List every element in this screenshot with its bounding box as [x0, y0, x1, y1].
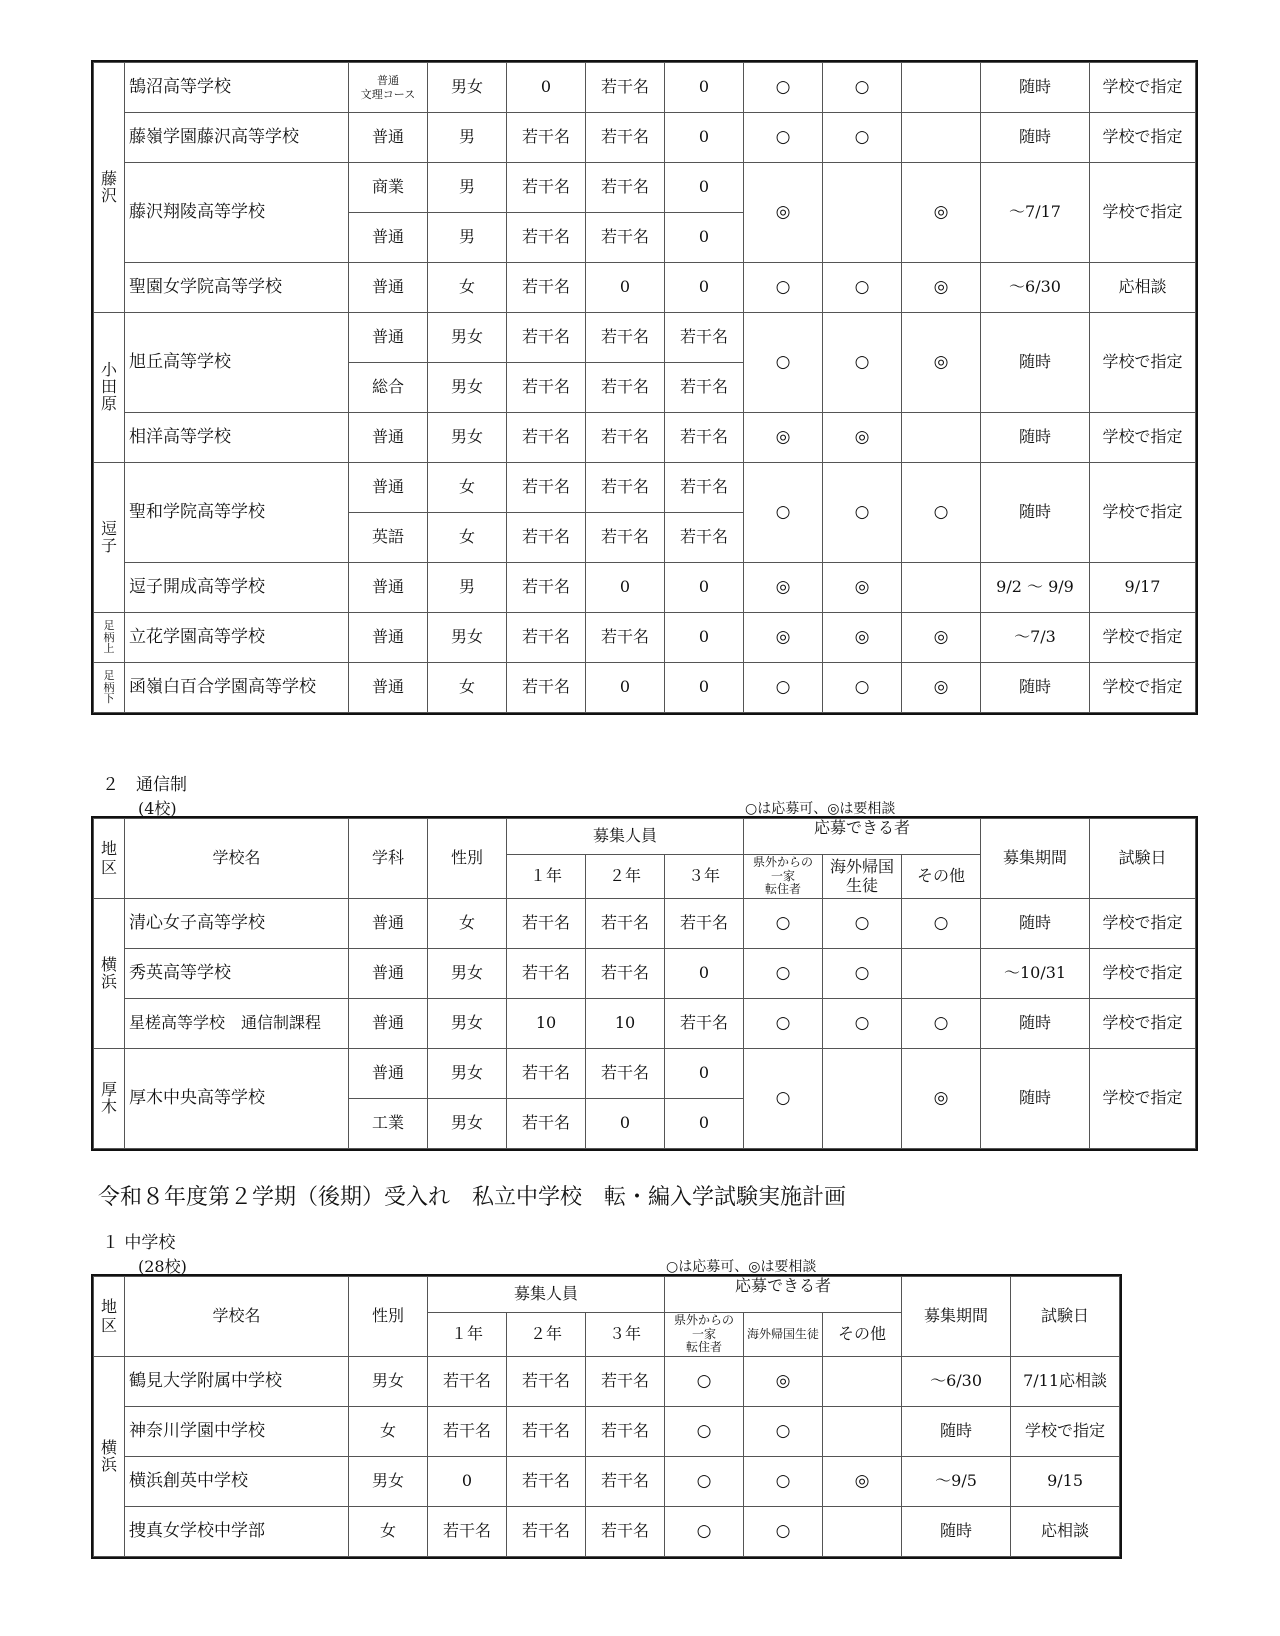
header-y1: １年: [507, 855, 586, 899]
recruit-y3: 若干名: [586, 1357, 665, 1407]
recruit-y2: 10: [586, 999, 665, 1049]
eligible-returnee: ◎: [744, 1357, 823, 1407]
exam-date: 学校で指定: [1090, 63, 1196, 113]
school-name: 清心女子高等学校: [125, 899, 349, 949]
eligible-returnee: ○: [744, 1407, 823, 1457]
eligible-relocated: ○: [744, 63, 823, 113]
application-period: 随時: [981, 1049, 1090, 1149]
header-gender: 性別: [428, 819, 507, 899]
table-row: [94, 1049, 1196, 1099]
application-period: ～6/30: [902, 1357, 1011, 1407]
subject-cell: 商業: [349, 163, 428, 213]
eligible-returnee: ○: [823, 313, 902, 413]
gender-cell: 男女: [428, 313, 507, 363]
recruit-y3: 0: [665, 113, 744, 163]
header-period: 募集期間: [902, 1277, 1011, 1357]
region-cell: 厚木: [94, 1049, 125, 1149]
gender-cell: 男女: [349, 1457, 428, 1507]
gender-cell: 男女: [428, 999, 507, 1049]
eligible-returnee: ◎: [823, 413, 902, 463]
table-row: [94, 63, 1196, 113]
eligible-relocated: ○: [665, 1507, 744, 1557]
gender-cell: 男女: [428, 613, 507, 663]
eligible-other: [902, 413, 981, 463]
header-other: その他: [902, 855, 981, 899]
application-period: ～7/17: [981, 163, 1090, 263]
exam-date: 7/11応相談: [1011, 1357, 1120, 1407]
correspondence-table: [93, 818, 1196, 1149]
subject-cell: 英語: [349, 513, 428, 563]
header-school: 学校名: [125, 1277, 349, 1357]
recruit-y2: 若干名: [586, 899, 665, 949]
header-relocated: 県外からの 一家 転住者: [744, 855, 823, 899]
exam-date: 9/17: [1090, 563, 1196, 613]
gender-cell: 男女: [428, 949, 507, 999]
recruit-y1: 若干名: [507, 213, 586, 263]
eligible-other: ○: [902, 999, 981, 1049]
recruit-y2: 0: [586, 663, 665, 713]
eligible-other: ◎: [902, 1049, 981, 1149]
recruit-y1: 若干名: [507, 363, 586, 413]
eligible-other: ○: [902, 463, 981, 563]
recruit-y1: 若干名: [507, 663, 586, 713]
recruit-y2: 若干名: [586, 613, 665, 663]
eligible-other: [902, 113, 981, 163]
eligible-other: ◎: [902, 613, 981, 663]
recruit-y2: 0: [586, 1099, 665, 1149]
recruit-y1: 若干名: [507, 563, 586, 613]
subject-cell: 普通 文理コース: [349, 63, 428, 113]
table-row: [94, 1407, 1120, 1457]
application-period: 随時: [902, 1507, 1011, 1557]
recruit-y1: 0: [428, 1457, 507, 1507]
region-cell: 藤沢: [94, 63, 125, 313]
recruit-y1: 若干名: [507, 163, 586, 213]
school-name: 鵠沼高等学校: [125, 63, 349, 113]
exam-date: 学校で指定: [1090, 163, 1196, 263]
school-count: (4校): [138, 799, 177, 818]
exam-date: 応相談: [1090, 263, 1196, 313]
eligible-relocated: ○: [744, 999, 823, 1049]
school-name: 函嶺白百合学園高等学校: [125, 663, 349, 713]
legend-note: ○は応募可、◎は要相談: [666, 1259, 817, 1275]
school-name: 相洋高等学校: [125, 413, 349, 463]
recruit-y1: 若干名: [507, 263, 586, 313]
eligible-relocated: ○: [744, 663, 823, 713]
eligible-returnee: ○: [823, 663, 902, 713]
header-gender: 性別: [349, 1277, 428, 1357]
recruit-y3: 若干名: [665, 899, 744, 949]
eligible-other: ◎: [902, 263, 981, 313]
eligible-other: [902, 63, 981, 113]
table-row: [94, 1357, 1120, 1407]
eligible-returnee: ○: [744, 1507, 823, 1557]
exam-date: 学校で指定: [1090, 899, 1196, 949]
eligible-returnee: ○: [823, 63, 902, 113]
table-row: [94, 1457, 1120, 1507]
eligible-returnee: ○: [823, 899, 902, 949]
eligible-relocated: ○: [665, 1407, 744, 1457]
page-title: 令和８年度第２学期（後期）受入れ 私立中学校 転・編入学試験実施計画: [98, 1185, 847, 1210]
header-returnee: 海外帰国 生徒: [823, 855, 902, 899]
recruit-y2: 若干名: [586, 949, 665, 999]
table-row: [94, 663, 1196, 713]
gender-cell: 女: [349, 1407, 428, 1457]
subject-cell: 普通: [349, 949, 428, 999]
recruit-y2: 0: [586, 263, 665, 313]
subject-cell: 普通: [349, 1049, 428, 1099]
eligible-returnee: ○: [744, 1457, 823, 1507]
gender-cell: 女: [349, 1507, 428, 1557]
recruit-y1: 若干名: [428, 1507, 507, 1557]
eligible-returnee: [823, 1049, 902, 1149]
recruit-y3: 若干名: [586, 1507, 665, 1557]
application-period: 随時: [981, 663, 1090, 713]
application-period: 9/2 ～ 9/9: [981, 563, 1090, 613]
recruit-y2: 若干名: [586, 463, 665, 513]
eligible-other: [823, 1507, 902, 1557]
recruit-y3: 0: [665, 263, 744, 313]
exam-date: 学校で指定: [1090, 999, 1196, 1049]
application-period: 随時: [981, 63, 1090, 113]
eligible-other: [823, 1357, 902, 1407]
subject-cell: 普通: [349, 663, 428, 713]
subject-cell: 工業: [349, 1099, 428, 1149]
recruit-y2: 若干名: [586, 513, 665, 563]
header-relocated: 県外からの 一家 転住者: [665, 1313, 744, 1357]
recruit-y3: 0: [665, 613, 744, 663]
eligible-other: ◎: [823, 1457, 902, 1507]
school-name: 聖園女学院高等学校: [125, 263, 349, 313]
eligible-other: ◎: [902, 163, 981, 263]
application-period: 随時: [981, 463, 1090, 563]
school-name: 聖和学院高等学校: [125, 463, 349, 563]
gender-cell: 男女: [428, 1049, 507, 1099]
region-cell: 横浜: [94, 899, 125, 1049]
subject-cell: 普通: [349, 899, 428, 949]
subject-cell: 普通: [349, 613, 428, 663]
recruit-y1: 若干名: [428, 1407, 507, 1457]
recruit-y2: 若干名: [586, 313, 665, 363]
recruit-y3: 0: [665, 949, 744, 999]
eligible-returnee: ○: [823, 113, 902, 163]
recruit-y3: 若干名: [586, 1457, 665, 1507]
gender-cell: 男: [428, 113, 507, 163]
eligible-relocated: ○: [665, 1457, 744, 1507]
header-eligible: 応募できる者: [744, 819, 981, 855]
recruit-y3: 0: [665, 563, 744, 613]
header-y3: ３年: [665, 855, 744, 899]
recruit-y3: 0: [665, 163, 744, 213]
eligible-relocated: ○: [744, 113, 823, 163]
recruit-y1: 若干名: [507, 313, 586, 363]
header-other: その他: [823, 1313, 902, 1357]
high-school-table-continued: [93, 62, 1196, 713]
header-region: 地区: [94, 1277, 125, 1357]
recruit-y1: 0: [507, 63, 586, 113]
header-row: [94, 1277, 1120, 1313]
recruit-y2: 若干名: [586, 413, 665, 463]
eligible-relocated: ○: [744, 949, 823, 999]
region-cell: 横浜: [94, 1357, 125, 1557]
recruit-y2: 若干名: [507, 1457, 586, 1507]
table-row: [94, 949, 1196, 999]
section-heading: ２ 通信制: [102, 775, 187, 795]
gender-cell: 男女: [349, 1357, 428, 1407]
eligible-returnee: ○: [823, 263, 902, 313]
application-period: 随時: [981, 999, 1090, 1049]
header-period: 募集期間: [981, 819, 1090, 899]
recruit-y1: 若干名: [507, 463, 586, 513]
subject-cell: 普通: [349, 563, 428, 613]
region-cell: 小田原: [94, 313, 125, 463]
gender-cell: 女: [428, 513, 507, 563]
exam-date: 応相談: [1011, 1507, 1120, 1557]
recruit-y3: 0: [665, 663, 744, 713]
gender-cell: 男: [428, 163, 507, 213]
recruit-y3: 0: [665, 63, 744, 113]
gender-cell: 女: [428, 263, 507, 313]
gender-cell: 男: [428, 563, 507, 613]
school-name: 厚木中央高等学校: [125, 1049, 349, 1149]
gender-cell: 女: [428, 463, 507, 513]
eligible-other: [823, 1407, 902, 1457]
application-period: ～7/3: [981, 613, 1090, 663]
header-subject: 学科: [349, 819, 428, 899]
school-name: 立花学園高等学校: [125, 613, 349, 663]
recruit-y1: 10: [507, 999, 586, 1049]
gender-cell: 男女: [428, 413, 507, 463]
subject-cell: 総合: [349, 363, 428, 413]
table-row: [94, 463, 1196, 513]
exam-date: 学校で指定: [1090, 1049, 1196, 1149]
eligible-returnee: ○: [823, 949, 902, 999]
exam-date: 学校で指定: [1090, 313, 1196, 413]
table-row: [94, 413, 1196, 463]
school-name: 藤嶺学園藤沢高等学校: [125, 113, 349, 163]
subject-cell: 普通: [349, 313, 428, 363]
header-returnee: 海外帰国生徒: [744, 1313, 823, 1357]
exam-date: 9/15: [1011, 1457, 1120, 1507]
eligible-relocated: ○: [744, 263, 823, 313]
application-period: 随時: [902, 1407, 1011, 1457]
recruit-y2: 若干名: [586, 163, 665, 213]
recruit-y3: 若干名: [665, 999, 744, 1049]
application-period: ～10/31: [981, 949, 1090, 999]
region-cell: 足柄上: [94, 613, 125, 663]
header-y2: ２年: [507, 1313, 586, 1357]
exam-date: 学校で指定: [1090, 463, 1196, 563]
recruit-y1: 若干名: [507, 949, 586, 999]
eligible-returnee: ◎: [823, 563, 902, 613]
school-name: 横浜創英中学校: [125, 1457, 349, 1507]
table-row: [94, 1507, 1120, 1557]
application-period: 随時: [981, 313, 1090, 413]
table-row: [94, 113, 1196, 163]
gender-cell: 男女: [428, 363, 507, 413]
header-school: 学校名: [125, 819, 349, 899]
recruit-y1: 若干名: [507, 899, 586, 949]
junior-high-table: [93, 1276, 1120, 1557]
recruit-y2: 若干名: [507, 1507, 586, 1557]
table-row: [94, 263, 1196, 313]
recruit-y1: 若干名: [507, 413, 586, 463]
header-y1: １年: [428, 1313, 507, 1357]
eligible-returnee: ○: [823, 999, 902, 1049]
recruit-y2: 若干名: [507, 1407, 586, 1457]
eligible-returnee: [823, 163, 902, 263]
gender-cell: 男女: [428, 1099, 507, 1149]
recruit-y1: 若干名: [507, 513, 586, 563]
school-name: 旭丘高等学校: [125, 313, 349, 413]
eligible-relocated: ○: [744, 899, 823, 949]
subject-cell: 普通: [349, 413, 428, 463]
header-y3: ３年: [586, 1313, 665, 1357]
recruit-y3: 0: [665, 1049, 744, 1099]
recruit-y2: 若干名: [586, 113, 665, 163]
subject-cell: 普通: [349, 463, 428, 513]
exam-date: 学校で指定: [1090, 113, 1196, 163]
school-name: 秀英高等学校: [125, 949, 349, 999]
application-period: 随時: [981, 413, 1090, 463]
recruit-y3: 若干名: [665, 463, 744, 513]
recruit-y1: 若干名: [507, 113, 586, 163]
recruit-y3: 若干名: [586, 1407, 665, 1457]
header-eligible: 応募できる者: [665, 1277, 902, 1313]
table-row: [94, 613, 1196, 663]
recruit-y1: 若干名: [507, 1099, 586, 1149]
table-row: [94, 563, 1196, 613]
school-name: 鶴見大学附属中学校: [125, 1357, 349, 1407]
table-row: [94, 999, 1196, 1049]
table-row: [94, 163, 1196, 213]
recruit-y3: 若干名: [665, 363, 744, 413]
eligible-other: [902, 949, 981, 999]
school-count: (28校): [138, 1257, 187, 1276]
section-heading: １ 中学校: [102, 1233, 176, 1253]
recruit-y1: 若干名: [507, 1049, 586, 1099]
eligible-relocated: ○: [744, 313, 823, 413]
header-region: 地区: [94, 819, 125, 899]
recruit-y3: 若干名: [665, 313, 744, 363]
header-recruit: 募集人員: [428, 1277, 665, 1313]
eligible-other: ◎: [902, 313, 981, 413]
legend-note: ○は応募可、◎は要相談: [745, 801, 896, 817]
eligible-other: [902, 563, 981, 613]
exam-date: 学校で指定: [1090, 949, 1196, 999]
region-cell: 逗子: [94, 463, 125, 613]
exam-date: 学校で指定: [1090, 413, 1196, 463]
school-name: 逗子開成高等学校: [125, 563, 349, 613]
recruit-y2: 0: [586, 563, 665, 613]
recruit-y2: 若干名: [586, 363, 665, 413]
recruit-y2: 若干名: [586, 213, 665, 263]
eligible-relocated: ○: [744, 1049, 823, 1149]
table-row: [94, 313, 1196, 363]
eligible-other: ○: [902, 899, 981, 949]
gender-cell: 男: [428, 213, 507, 263]
eligible-relocated: ◎: [744, 163, 823, 263]
header-exam: 試験日: [1011, 1277, 1120, 1357]
recruit-y3: 0: [665, 1099, 744, 1149]
eligible-relocated: ◎: [744, 563, 823, 613]
exam-date: 学校で指定: [1011, 1407, 1120, 1457]
application-period: ～6/30: [981, 263, 1090, 313]
eligible-other: ◎: [902, 663, 981, 713]
eligible-relocated: ◎: [744, 413, 823, 463]
recruit-y3: 若干名: [665, 413, 744, 463]
gender-cell: 女: [428, 663, 507, 713]
exam-date: 学校で指定: [1090, 613, 1196, 663]
recruit-y1: 若干名: [507, 613, 586, 663]
school-name: 星槎高等学校 通信制課程: [125, 999, 349, 1049]
subject-cell: 普通: [349, 113, 428, 163]
eligible-relocated: ◎: [744, 613, 823, 663]
table-row: [94, 899, 1196, 949]
exam-date: 学校で指定: [1090, 663, 1196, 713]
school-name: 藤沢翔陵高等学校: [125, 163, 349, 263]
eligible-returnee: ○: [823, 463, 902, 563]
eligible-returnee: ◎: [823, 613, 902, 663]
school-name: 神奈川学園中学校: [125, 1407, 349, 1457]
recruit-y2: 若干名: [586, 1049, 665, 1099]
recruit-y2: 若干名: [507, 1357, 586, 1407]
recruit-y1: 若干名: [428, 1357, 507, 1407]
subject-cell: 普通: [349, 263, 428, 313]
school-name: 捜真女学校中学部: [125, 1507, 349, 1557]
eligible-relocated: ○: [744, 463, 823, 563]
subject-cell: 普通: [349, 999, 428, 1049]
eligible-relocated: ○: [665, 1357, 744, 1407]
subject-cell: 普通: [349, 213, 428, 263]
region-cell: 足柄下: [94, 663, 125, 713]
application-period: 随時: [981, 899, 1090, 949]
application-period: ～9/5: [902, 1457, 1011, 1507]
header-exam: 試験日: [1090, 819, 1196, 899]
application-period: 随時: [981, 113, 1090, 163]
recruit-y3: 若干名: [665, 513, 744, 563]
gender-cell: 男女: [428, 63, 507, 113]
recruit-y2: 若干名: [586, 63, 665, 113]
header-y2: ２年: [586, 855, 665, 899]
gender-cell: 女: [428, 899, 507, 949]
header-row: [94, 819, 1196, 855]
recruit-y3: 0: [665, 213, 744, 263]
header-recruit: 募集人員: [507, 819, 744, 855]
